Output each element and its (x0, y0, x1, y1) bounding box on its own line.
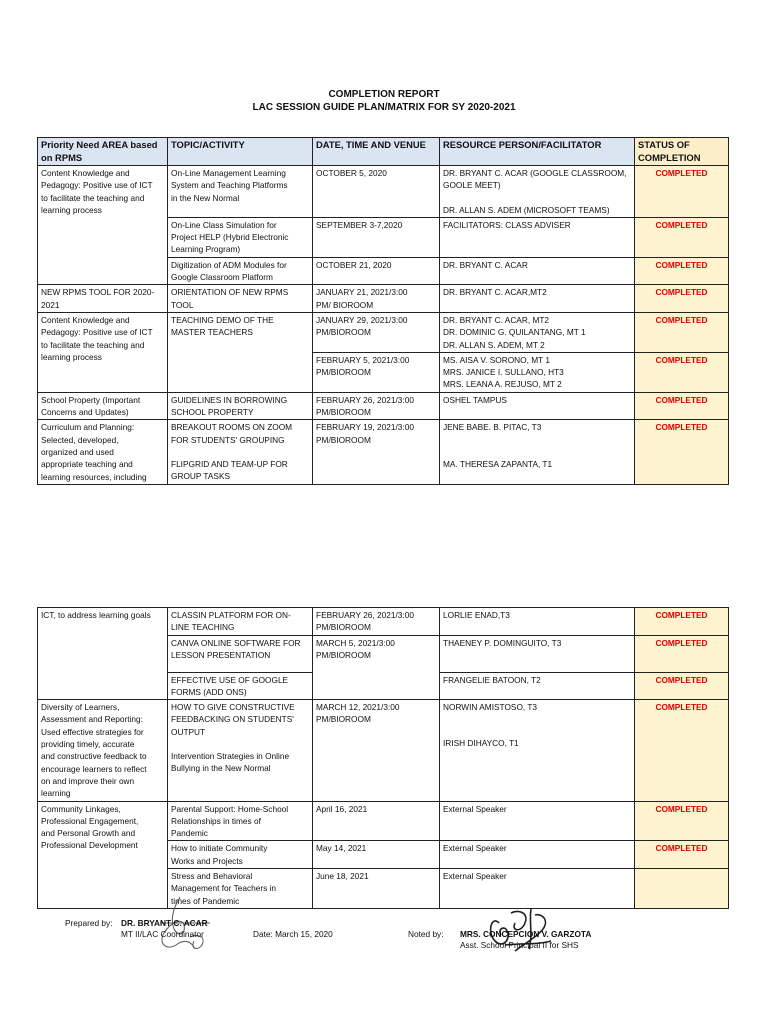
table-row (38, 801, 729, 841)
date-line: May 14, 2021 (316, 843, 367, 854)
table-row (38, 285, 729, 313)
area-line: Concerns and Updates) (41, 407, 129, 418)
resource-cell (440, 841, 635, 869)
resource-line: GOOLE MEET) (443, 180, 501, 191)
resource-cell (440, 352, 635, 392)
topic-cell (168, 635, 313, 672)
topic-line: System and Teaching Platforms (171, 180, 288, 191)
topic-line: FOR STUDENTS' GROUPING (171, 434, 285, 445)
status-cell: COMPLETED (635, 801, 729, 841)
topic-cell (168, 420, 313, 484)
resource-line: DR. BRYANT C. ACAR (GOOGLE CLASSROOM, (443, 168, 627, 178)
date-line: PM/ BIOROOM (316, 299, 374, 310)
topic-line: BREAKOUT ROOMS ON ZOOM (171, 422, 293, 433)
date-line: FEBRUARY 26, 2021/3:00 (316, 394, 414, 405)
area-line: appropriate teaching and (41, 459, 133, 470)
area-line: learning (41, 788, 71, 799)
status-cell: COMPLETED (635, 672, 729, 700)
resource-line: MS. AISA V. SORONO, MT 1 (443, 354, 550, 365)
resource-cell (440, 166, 635, 218)
area-line: Content Knowledge and (41, 314, 130, 325)
resource-cell (440, 217, 635, 257)
area-cell (38, 312, 168, 392)
area-line: Community Linkages, (41, 803, 121, 814)
topic-line: On-Line Class Simulation for (171, 219, 277, 230)
area-line: learning resources, including (41, 471, 147, 482)
column-header-date: DATE, TIME AND VENUE (313, 138, 440, 166)
column-header-area: Priority Need AREA based on RPMS (38, 138, 168, 166)
status-cell: COMPLETED (635, 635, 729, 672)
topic-line: LESSON PRESENTATION (171, 649, 271, 660)
topic-line: FORMS (ADD ONS) (171, 686, 247, 697)
resource-line: MRS. LEANA A. REJUSO, MT 2 (443, 379, 562, 390)
topic-cell (168, 392, 313, 420)
table-header-row (38, 138, 729, 166)
date-cell (313, 312, 440, 352)
report-subtitle: LAC SESSION GUIDE PLAN/MATRIX FOR SY 2020-2021 (252, 102, 516, 113)
resource-line: LORLIE ENAD,T3 (443, 610, 510, 620)
date-cell (313, 217, 440, 257)
column-header-resource: RESOURCE PERSON/FACILITATOR (440, 138, 635, 166)
area-line: School Property (Important (41, 394, 141, 405)
area-line: Assessment and Reporting: (41, 714, 143, 725)
area-line: NEW RPMS TOOL FOR 2020- (41, 287, 155, 298)
topic-line: Parental Support: Home-School (171, 803, 289, 814)
date-line: April 16, 2021 (316, 803, 368, 814)
topic-line: How to initiate Community (171, 843, 268, 854)
date-cell (313, 352, 440, 392)
topic-line: Stress and Behavioral (171, 871, 253, 882)
area-line: Selected, developed, (41, 434, 119, 445)
noted-label: Noted by: (408, 929, 444, 939)
column-header-status: STATUS OF COMPLETION (635, 138, 729, 166)
topic-line: Intervention Strategies in Online (171, 751, 290, 762)
table-row (38, 608, 729, 636)
resource-line: DR. BRYANT C. ACAR (443, 259, 528, 270)
date-cell (313, 392, 440, 420)
resource-line: DR. BRYANT C. ACAR,MT2 (443, 287, 547, 298)
date-cell (313, 420, 440, 484)
date-cell (313, 608, 440, 636)
table-row (38, 312, 729, 352)
topic-line: times of Pandemic (171, 895, 240, 906)
noted-title: Asst. School Principal II for SHS (460, 940, 579, 950)
date-cell (313, 166, 440, 218)
topic-line: TOOL (171, 299, 194, 310)
topic-cell (168, 700, 313, 801)
date-line: JANUARY 29, 2021/3:00 (316, 314, 408, 325)
date-line: PM/BIOROOM (316, 714, 371, 725)
area-line: Professional Engagement, (41, 815, 139, 826)
area-line: Professional Development (41, 840, 138, 851)
topic-line: EFFECTIVE USE OF GOOGLE (171, 674, 289, 685)
resource-line: DR. ALLAN S. ADEM (MICROSOFT TEAMS) (443, 204, 610, 215)
topic-line: MASTER TEACHERS (171, 327, 253, 338)
topic-line: ORIENTATION OF NEW RPMS (171, 287, 289, 298)
area-cell (38, 801, 168, 908)
lac-matrix-table-2 (37, 607, 729, 909)
resource-line: IRISH DIHAYCO, T1 (443, 738, 519, 749)
topic-line: Relationships in times of (171, 815, 261, 826)
date-line: PM/BIOROOM (316, 367, 371, 378)
topic-line: GROUP TASKS (171, 471, 231, 482)
prepared-name: DR. BRYANT C. ACAR (121, 918, 208, 928)
resource-line: External Speaker (443, 871, 507, 882)
table-row (38, 166, 729, 218)
resource-cell (440, 392, 635, 420)
area-line: Pedagogy: Positive use of ICT (41, 327, 153, 338)
status-cell: COMPLETED (635, 700, 729, 801)
topic-line: Google Classroom Platform (171, 272, 273, 283)
date-line: SEPTEMBER 3-7,2020 (316, 219, 403, 230)
status-cell: COMPLETED (635, 257, 729, 285)
area-line: to facilitate the teaching and (41, 339, 145, 350)
area-line: ICT, to address learning goals (41, 610, 151, 620)
topic-cell (168, 257, 313, 285)
date-line: JANUARY 21, 2021/3:00 (316, 287, 408, 298)
date-cell (313, 257, 440, 285)
resource-cell (440, 257, 635, 285)
date-line: PM/BIOROOM (316, 649, 371, 660)
area-cell (38, 285, 168, 313)
area-line: and Personal Growth and (41, 828, 136, 839)
area-line: providing timely, accurate (41, 739, 135, 750)
resource-line: External Speaker (443, 843, 507, 854)
resource-line: External Speaker (443, 803, 507, 814)
topic-line: HOW TO GIVE CONSTRUCTIVE (171, 702, 295, 713)
area-line: and constructive feedback to (41, 751, 147, 762)
resource-cell (440, 700, 635, 801)
report-date: Date: March 15, 2020 (253, 929, 333, 939)
status-cell: COMPLETED (635, 217, 729, 257)
date-line: OCTOBER 5, 2020 (316, 168, 387, 178)
topic-cell (168, 217, 313, 257)
topic-line: LINE TEACHING (171, 622, 235, 633)
topic-cell (168, 608, 313, 636)
area-cell (38, 700, 168, 801)
area-line: 2021 (41, 299, 60, 310)
resource-line: FACILITATORS: CLASS ADVISER (443, 219, 571, 230)
table-row (38, 700, 729, 801)
topic-cell (168, 801, 313, 841)
date-line: PM/BIOROOM (316, 407, 371, 418)
date-line: PM/BIOROOM (316, 327, 371, 338)
status-cell: COMPLETED (635, 312, 729, 352)
topic-line: SCHOOL PROPERTY (171, 407, 254, 418)
topic-line: On-Line Management Learning (171, 168, 286, 178)
resource-cell (440, 608, 635, 636)
resource-line: OSHEL TAMPUS (443, 394, 507, 405)
topic-line: FEEDBACKING ON STUDENTS' (171, 714, 294, 725)
area-cell (38, 608, 168, 700)
date-line: OCTOBER 21, 2020 (316, 259, 392, 270)
topic-line: Project HELP (Hybrid Electronic (171, 232, 289, 243)
status-cell: COMPLETED (635, 352, 729, 392)
topic-line: Learning Program) (171, 244, 241, 255)
date-line: FEBRUARY 26, 2021/3:00 (316, 610, 414, 620)
area-line: Curriculum and Planning: (41, 422, 135, 433)
topic-line: in the New Normal (171, 192, 240, 203)
resource-cell (440, 672, 635, 700)
table-row (38, 420, 729, 484)
area-line: to facilitate the teaching and (41, 192, 145, 203)
area-line: organized and used (41, 446, 114, 457)
topic-line: CLASSIN PLATFORM FOR ON- (171, 610, 291, 620)
area-cell (38, 166, 168, 285)
resource-cell (440, 801, 635, 841)
resource-line: MRS. JANICE I. SULLANO, HT3 (443, 367, 564, 378)
status-cell: COMPLETED (635, 420, 729, 484)
topic-cell (168, 672, 313, 700)
resource-cell (440, 285, 635, 313)
area-line: Diversity of Learners, (41, 702, 120, 713)
resource-line: DR. ALLAN S. ADEM, MT 2 (443, 339, 545, 350)
date-line: MARCH 12, 2021/3:00 (316, 702, 400, 713)
area-cell (38, 420, 168, 484)
area-line: learning process (41, 204, 102, 215)
topic-cell (168, 166, 313, 218)
resource-cell (440, 312, 635, 352)
area-line: Pedagogy: Positive use of ICT (41, 180, 153, 191)
topic-line: CANVA ONLINE SOFTWARE FOR (171, 637, 301, 648)
resource-line: NORWIN AMISTOSO, T3 (443, 702, 538, 713)
status-cell: COMPLETED (635, 608, 729, 636)
date-cell (313, 700, 440, 801)
resource-cell (440, 869, 635, 909)
prepared-title: MT II/LAC Coordinator (121, 929, 204, 939)
area-line: Content Knowledge and (41, 168, 130, 178)
resource-line: JENE BABE. B. PITAC, T3 (443, 422, 542, 433)
column-header-topic: TOPIC/ACTIVITY (168, 138, 313, 166)
date-line: June 18, 2021 (316, 871, 369, 882)
date-cell (313, 801, 440, 841)
resource-line: THAENEY P. DOMINGUITO, T3 (443, 637, 562, 648)
area-line: learning process (41, 351, 102, 362)
noted-name: MRS. CONCEPCION V. GARZOTA (460, 929, 592, 939)
status-cell: COMPLETED (635, 285, 729, 313)
topic-line: Bullying in the New Normal (171, 763, 271, 774)
resource-cell (440, 420, 635, 484)
date-line: FEBRUARY 19, 2021/3:00 (316, 422, 414, 433)
status-cell: COMPLETED (635, 841, 729, 869)
area-cell (38, 392, 168, 420)
topic-line: Works and Projects (171, 855, 243, 866)
date-line: MARCH 5, 2021/3:00 (316, 637, 395, 648)
lac-matrix-table-1 (37, 137, 729, 485)
area-line: on and improve their own (41, 775, 135, 786)
date-line: PM/BIOROOM (316, 434, 371, 445)
topic-cell (168, 841, 313, 869)
date-line: PM/BIOROOM (316, 622, 371, 633)
topic-cell (168, 312, 313, 392)
topic-line: Management for Teachers in (171, 883, 276, 894)
resource-cell (440, 635, 635, 672)
table-row (38, 392, 729, 420)
prepared-label: Prepared by: (65, 918, 113, 928)
resource-line: FRANGELIE BATOON, T2 (443, 674, 541, 685)
status-cell: COMPLETED (635, 392, 729, 420)
resource-line: DR. DOMINIC G. QUILANTANG, MT 1 (443, 327, 586, 338)
status-cell-empty (635, 869, 729, 909)
topic-line: OUTPUT (171, 726, 206, 737)
date-cell (313, 635, 440, 700)
area-line: Used effective strategies for (41, 726, 144, 737)
topic-line: FLIPGRID AND TEAM-UP FOR (171, 458, 288, 469)
status-cell: COMPLETED (635, 166, 729, 218)
topic-cell (168, 285, 313, 313)
resource-line: MA. THERESA ZAPANTA, T1 (443, 458, 553, 469)
topic-line: GUIDELINES IN BORROWING (171, 394, 288, 405)
date-cell (313, 285, 440, 313)
date-cell (313, 841, 440, 869)
resource-line: DR. BRYANT C. ACAR, MT2 (443, 314, 550, 325)
area-line: encourage learners to reflect (41, 763, 147, 774)
date-cell (313, 869, 440, 909)
topic-line: Digitization of ADM Modules for (171, 259, 287, 270)
topic-line: Pandemic (171, 828, 208, 839)
date-line: FEBRUARY 5, 2021/3:00 (316, 354, 410, 365)
report-title: COMPLETION REPORT (328, 89, 440, 100)
topic-line: TEACHING DEMO OF THE (171, 314, 274, 325)
